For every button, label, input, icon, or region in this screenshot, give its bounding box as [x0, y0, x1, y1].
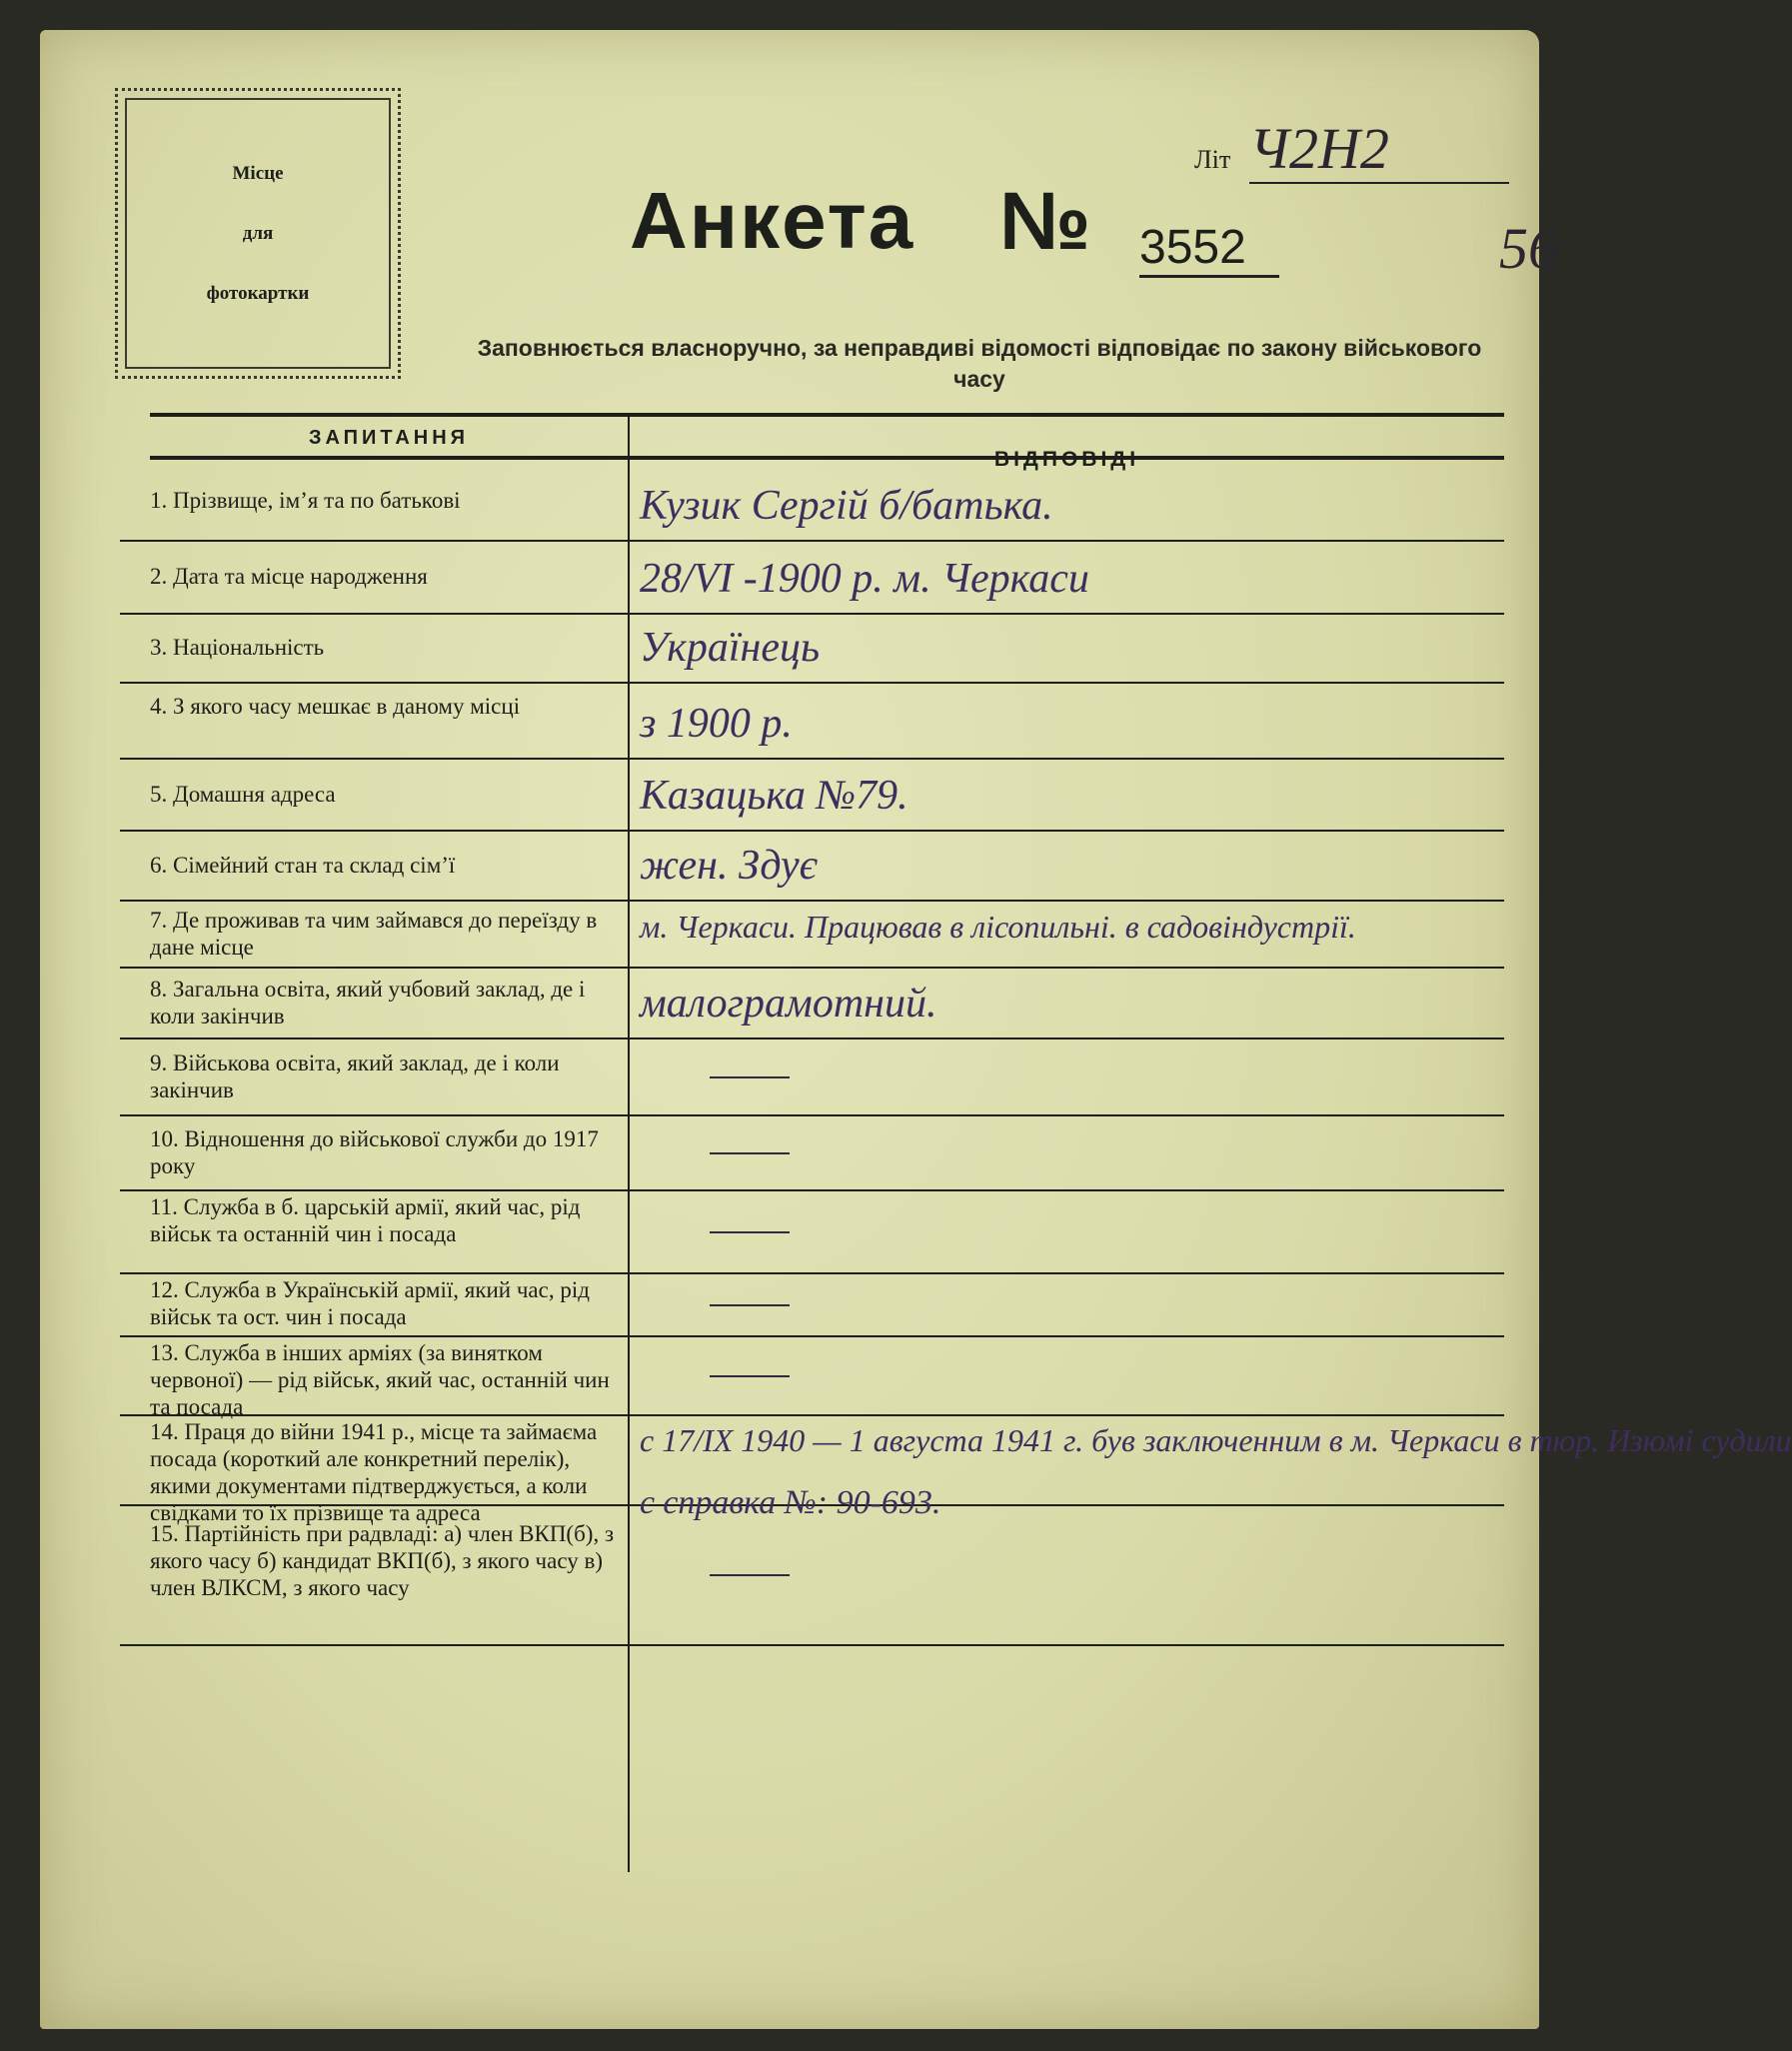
question-label: 8. Загальна освіта, який учбовий заклад, де і коли закінчив [150, 976, 586, 1028]
form-row [120, 1114, 1504, 1191]
photo-label-line1: Місце [232, 162, 284, 184]
header-rule-top [150, 413, 1504, 417]
column-header-questions: ЗАПИТАННЯ [308, 427, 470, 449]
lit-label: Літ [1194, 145, 1231, 174]
blank-dash-mark [710, 1231, 790, 1233]
form-row [120, 830, 1504, 902]
handwritten-answer-line2: є справка №: 90-693. [640, 1484, 941, 1521]
form-row [120, 1504, 1504, 1646]
question-label: 9. Військова освіта, який заклад, де і коли закінчив [150, 1049, 560, 1102]
handwritten-answer: Казацька №79. [640, 773, 908, 819]
handwritten-answer: Кузик Сергій б/батька. [640, 483, 1053, 529]
form-number-value: 3552 [1139, 220, 1279, 278]
form-row [120, 460, 1504, 542]
question-label: 11. Служба в б. царській армії, який час, рід військ та останній чин і посада [150, 1194, 581, 1246]
question-label: 14. Праця до війни 1941 р., місце та займаєма посада (короткий але конкретний перелік), якими документами підтверджується, а коли свідками то їх прізвище та адреса [150, 1419, 598, 1525]
form-row [120, 1272, 1504, 1337]
form-row [120, 900, 1504, 969]
question-label: 5. Домашня адреса [150, 781, 336, 807]
question-label: 13. Служба в інших арміях (за винятком червоної) — рід військ, який час, останній чин та посада [150, 1340, 610, 1419]
form-row [120, 758, 1504, 832]
blank-dash-mark [710, 1574, 790, 1576]
photo-label-line2: для [242, 222, 274, 244]
question-label: 12. Служба в Українській армії, який час, рід військ та ост. чин і посада [150, 1277, 590, 1329]
handwritten-answer: Українець [640, 625, 821, 671]
question-label: 15. Партійність при радвладі: а) член ВКП(б), з якого часу б) кандидат ВКП(б), з якого часу в) член ВЛКСМ, з якого часу [150, 1521, 615, 1600]
blank-dash-mark [710, 1076, 790, 1078]
form-row [120, 682, 1504, 760]
form-title: Анкета [630, 176, 915, 265]
question-label: 1. Прізвище, ім’я та по батькові [150, 487, 461, 513]
question-label: 3. Національність [150, 635, 325, 660]
photo-label-line3: фотокартки [206, 282, 310, 304]
form-row [120, 1414, 1792, 1525]
question-label: 6. Сімейний стан та склад сім’ї [150, 852, 456, 878]
form-row [120, 1335, 1504, 1419]
question-label: 10. Відношення до військової служби до 1917 року [150, 1125, 599, 1178]
blank-dash-mark [710, 1152, 790, 1154]
question-label: 2. Дата та місце народження [150, 564, 428, 589]
photo-placeholder [115, 88, 401, 379]
handwritten-answer: с 17/IX 1940 — 1 августа 1941 г. був заключенним в м. Черкаси в тюр. Изюмі судили [640, 1422, 1792, 1458]
lit-value: Ч2Н2 [1249, 115, 1509, 184]
handwritten-answer: малограмотний. [640, 981, 937, 1026]
form-number-label: № [999, 176, 1091, 267]
form-sheet [40, 30, 1792, 2029]
form-row [120, 1037, 1504, 1116]
form-row [120, 967, 1504, 1039]
page-number-mark: 56 [1499, 216, 1557, 281]
form-row [120, 540, 1504, 615]
handwritten-answer: з 1900 р. [640, 701, 793, 747]
form-row [120, 613, 1504, 684]
form-instruction: Заповнюється власноручно, за неправдиві відомості відповідає по закону військового часу [477, 335, 1482, 392]
blank-dash-mark [710, 1304, 790, 1306]
question-label: 7. Де проживав та чим займався до переїзду в дане місце [150, 907, 598, 960]
question-label: 4. З якого часу мешкає в даному місці [150, 694, 521, 719]
form-row [120, 1189, 1504, 1274]
handwritten-answer: 28/VI -1900 р. м. Черкаси [640, 556, 1089, 602]
blank-dash-mark [710, 1375, 790, 1377]
handwritten-answer: жен. Здує [640, 843, 818, 889]
handwritten-answer: м. Черкаси. Працював в лісопильні. в садовіндустрії. [640, 909, 1356, 945]
